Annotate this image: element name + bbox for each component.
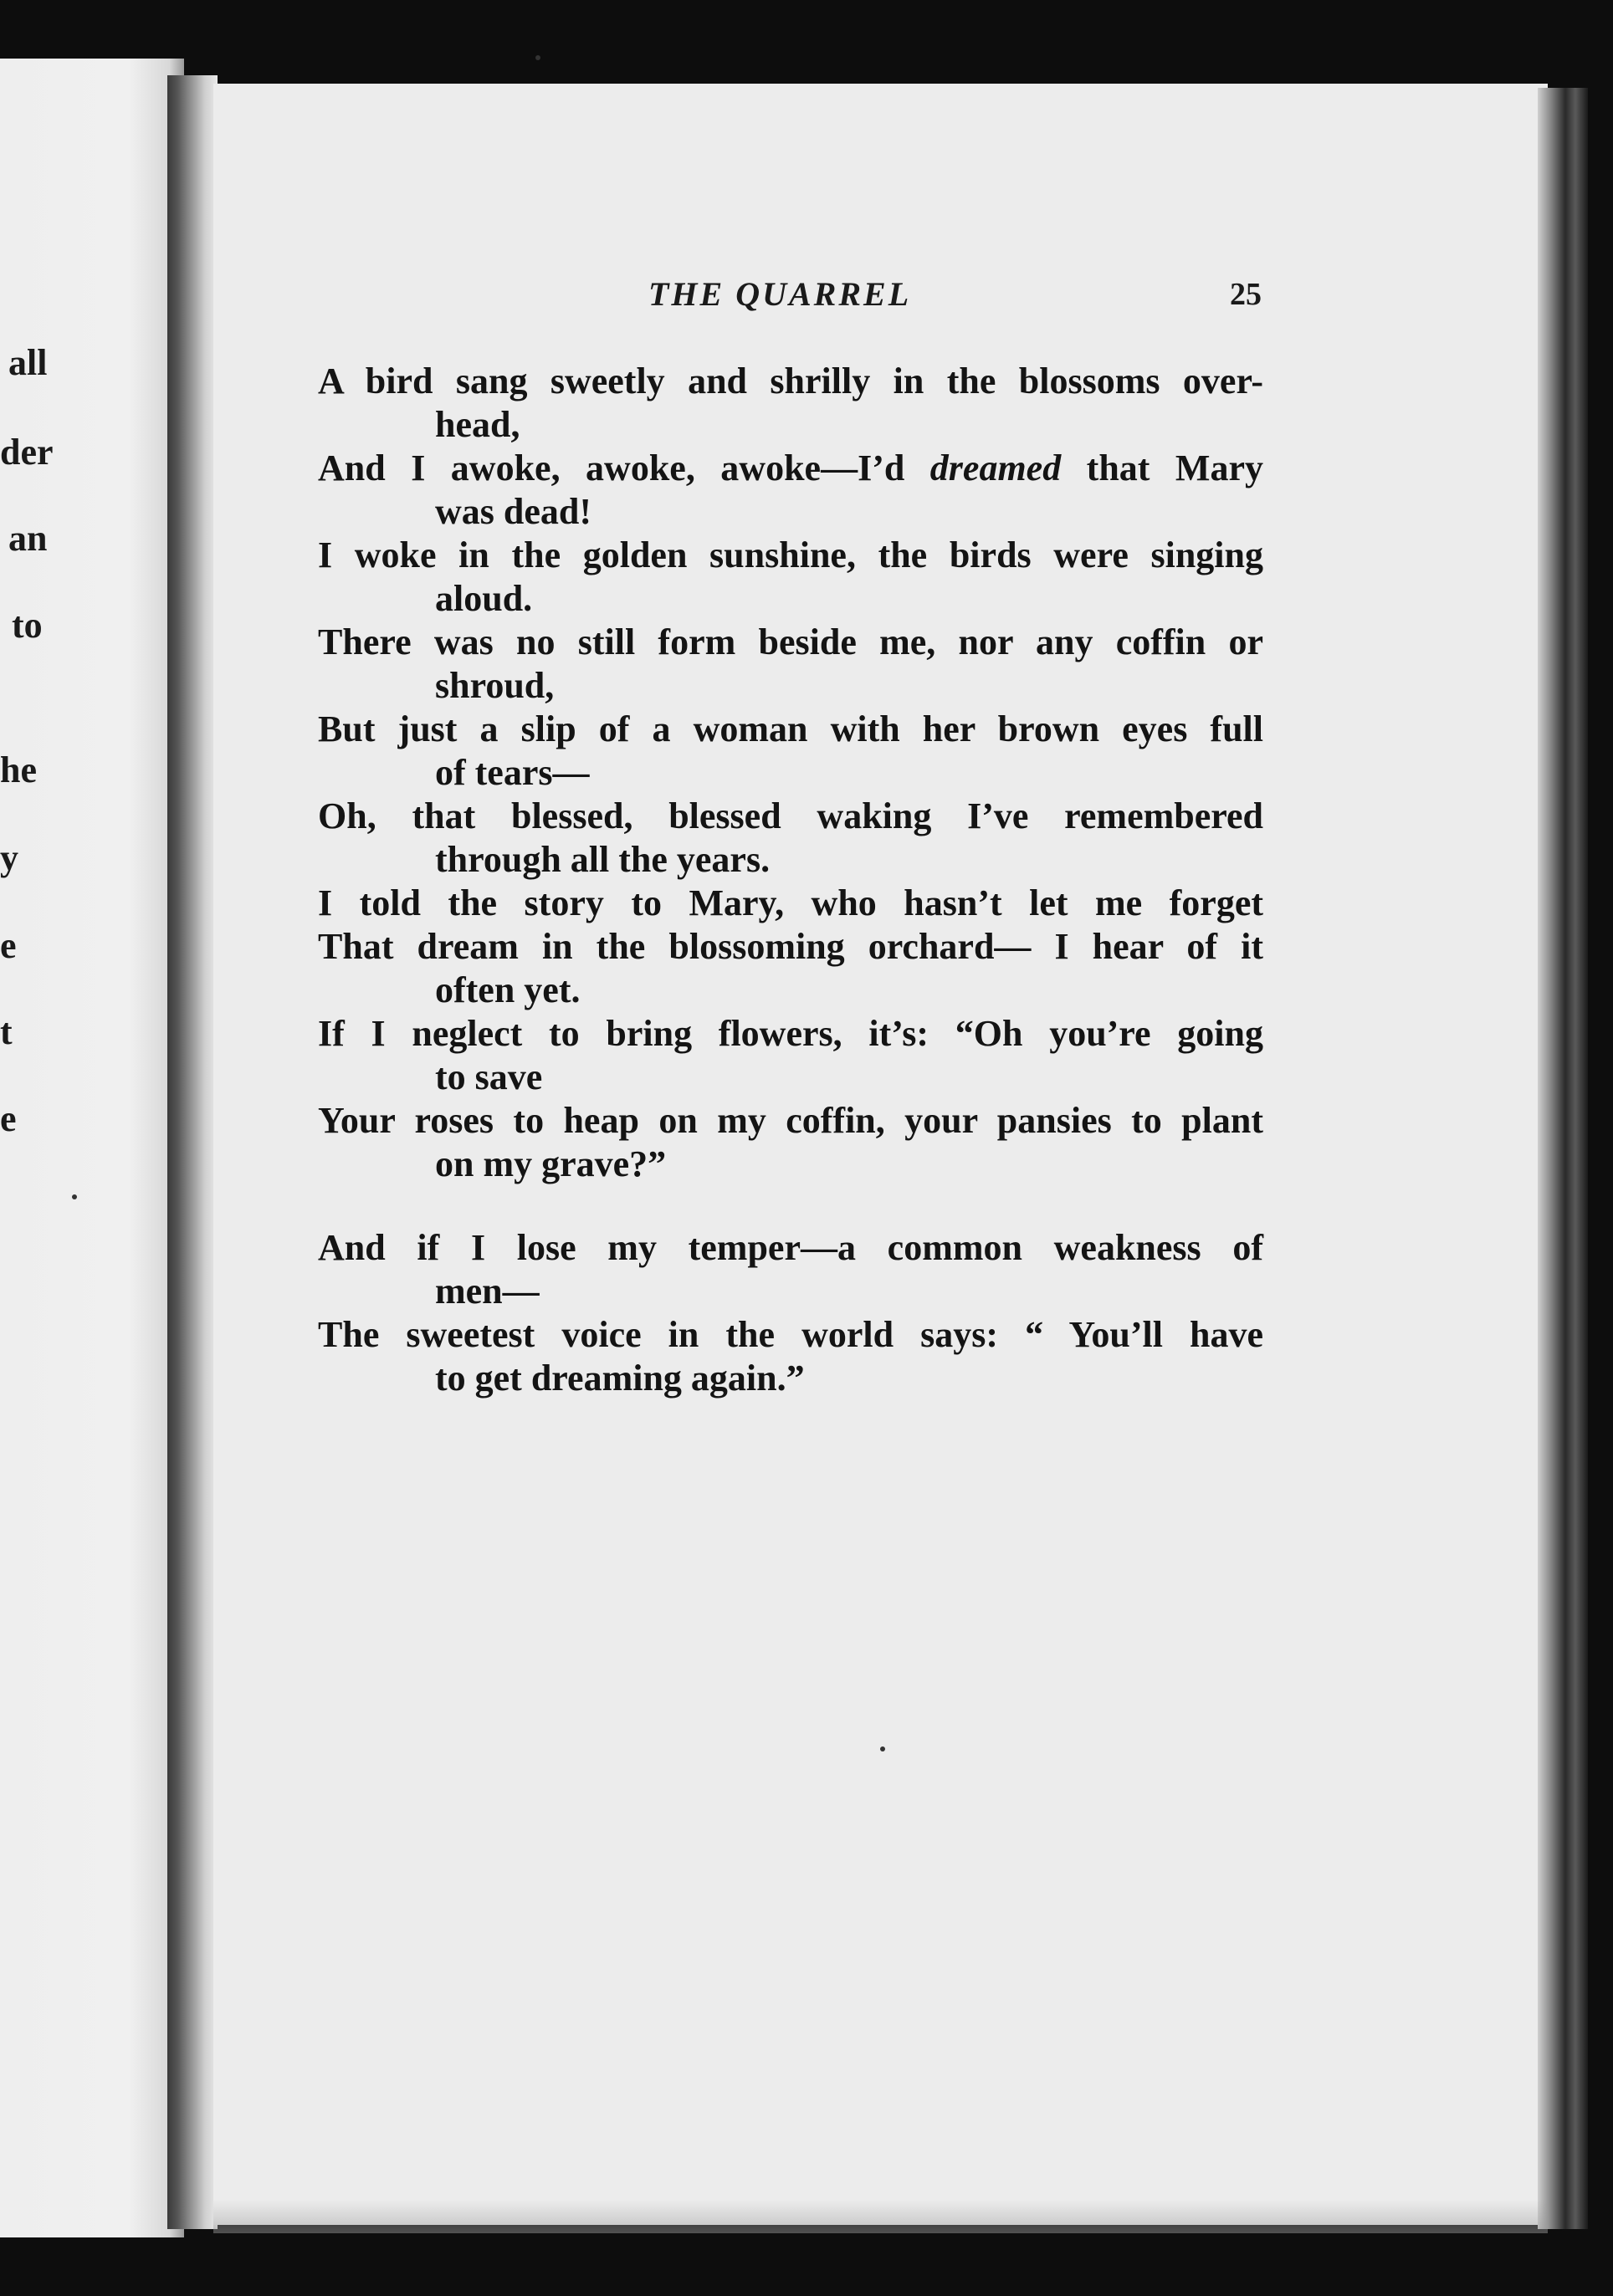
poem-line: often yet. [435, 969, 581, 1010]
running-head: THE QUARREL [648, 275, 912, 313]
poem-line: through all the years. [435, 839, 771, 880]
page-number: 25 [1230, 277, 1262, 312]
page-shadow [213, 2200, 1548, 2233]
facing-page-fragment: e [0, 925, 17, 966]
poem-text [318, 360, 1263, 1400]
poem-line: to save [435, 1056, 543, 1097]
poem-line: of tears— [435, 752, 590, 793]
poem-line: shroud, [435, 665, 555, 706]
poem-line: on my grave?” [435, 1143, 667, 1184]
page-edge [1538, 88, 1588, 2229]
poem-line: I told the story to Mary, who hasn’t let me forget [318, 882, 1263, 923]
poem-line: That dream in the blossoming orchard— I hear of it [318, 926, 1263, 967]
book-gutter [167, 75, 218, 2229]
poem-line: And I awoke, awoke, awoke—I’d dreamed that Mary [318, 447, 1263, 488]
dust-speck [880, 1746, 885, 1751]
poem-line: And if I lose my temper—a common weakness of [318, 1227, 1263, 1268]
facing-page-fragment: an [8, 518, 48, 559]
stanza-break [318, 1186, 1263, 1226]
poem-line: Oh, that blessed, blessed waking I’ve remembered [318, 795, 1263, 836]
poem-line: head, [435, 404, 520, 445]
poem-line: But just a slip of a woman with her brown eyes full [318, 708, 1263, 749]
poem-line: A bird sang sweetly and shrilly in the blossoms over- [318, 361, 1263, 401]
facing-page [0, 59, 184, 2237]
facing-page-fragment: e [0, 1098, 17, 1139]
poem-line: Your roses to heap on my coffin, your pansies to plant [318, 1100, 1263, 1141]
facing-page-fragment: all [8, 342, 48, 383]
poem-line: was dead! [435, 491, 592, 532]
poem-line: I woke in the golden sunshine, the birds were singing [318, 534, 1263, 575]
poem-line: aloud. [435, 578, 533, 619]
facing-page-fragment: y [0, 837, 18, 878]
facing-page-fragment: he [0, 749, 37, 790]
poem-line: to get dreaming again.” [435, 1358, 805, 1399]
facing-page-fragment: to [12, 605, 43, 646]
dust-speck [535, 55, 540, 60]
poem-line: There was no still form beside me, nor any coffin or [318, 621, 1263, 662]
facing-page-fragment: t [0, 1011, 13, 1052]
facing-page-fragment: der [0, 432, 54, 473]
poem-line: men— [435, 1271, 540, 1312]
poem-line: The sweetest voice in the world says: “ You’ll have [318, 1314, 1263, 1355]
dust-speck [72, 1194, 77, 1199]
poem-line: If I neglect to bring flowers, it’s: “Oh you’re going [318, 1013, 1263, 1054]
